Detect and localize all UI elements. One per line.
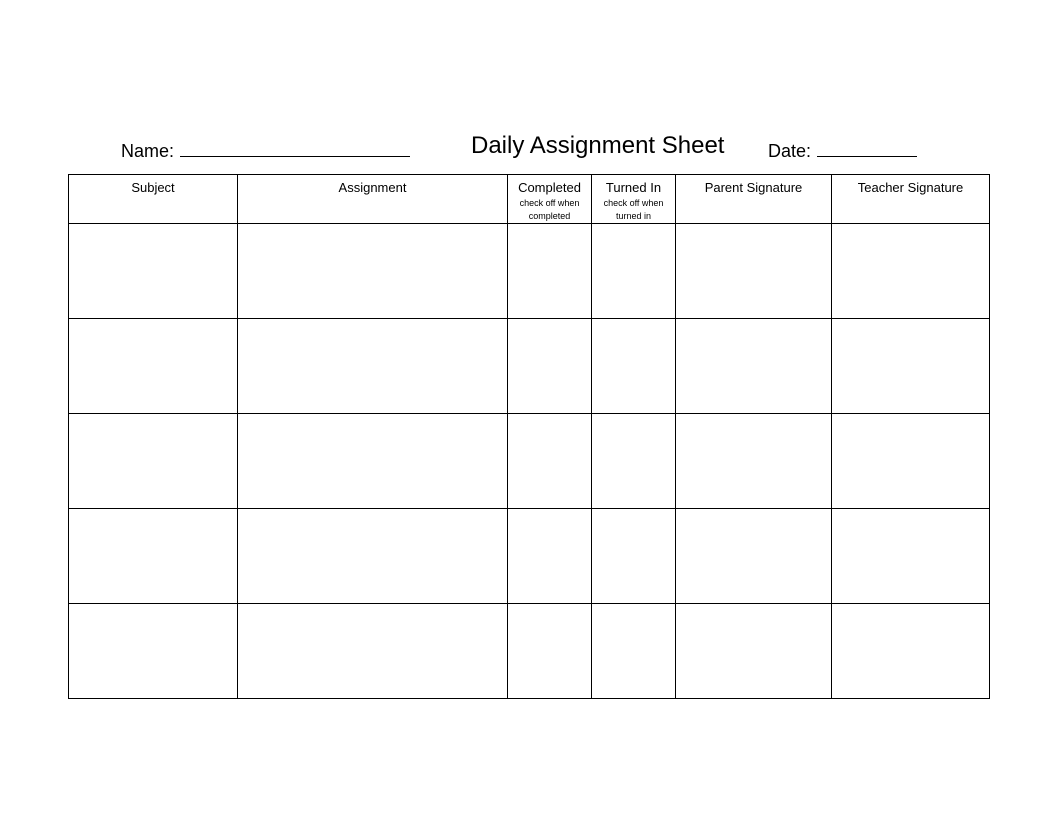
date-field [768,138,917,162]
teacher-signature-cell[interactable] [832,224,990,319]
page-title: Daily Assignment Sheet [471,132,725,159]
teacher-signature-cell[interactable] [832,319,990,414]
assignment-cell[interactable] [238,414,508,509]
assignment-table [68,174,990,699]
turned-in-cell[interactable] [592,224,676,319]
turned-in-cell[interactable] [592,509,676,604]
column-header-parent-signature: Parent Signature [676,175,832,224]
completed-note: check off when completed [519,198,580,221]
parent-signature-cell[interactable] [676,224,832,319]
table-row [69,509,990,604]
assignment-cell[interactable] [238,604,508,699]
turned-in-cell[interactable] [592,319,676,414]
turned-in-cell[interactable] [592,414,676,509]
name-field [121,138,410,162]
turned-in-cell[interactable] [592,604,676,699]
subject-cell[interactable] [69,509,238,604]
parent-signature-cell[interactable] [676,604,832,699]
column-header-turned-in: Turned In check off when turned in [592,175,676,224]
date-blank-line[interactable] [817,138,917,157]
date-label: Date: [768,141,812,161]
assignment-cell[interactable] [238,319,508,414]
table-row [69,319,990,414]
column-header-assignment: Assignment [238,175,508,224]
assignment-cell[interactable] [238,224,508,319]
subject-cell[interactable] [69,604,238,699]
parent-signature-cell[interactable] [676,509,832,604]
parent-signature-cell[interactable] [676,414,832,509]
subject-cell[interactable] [69,319,238,414]
table-row [69,604,990,699]
name-label: Name: [121,141,175,161]
column-header-teacher-signature: Teacher Signature [832,175,990,224]
column-header-completed: Completed check off when completed [508,175,592,224]
table-row [69,414,990,509]
parent-signature-cell[interactable] [676,319,832,414]
teacher-signature-cell[interactable] [832,604,990,699]
name-blank-line[interactable] [180,138,410,157]
completed-cell[interactable] [508,319,592,414]
turned-in-note: check off when turned in [603,198,664,221]
assignment-cell[interactable] [238,509,508,604]
completed-cell[interactable] [508,224,592,319]
subject-cell[interactable] [69,414,238,509]
subject-cell[interactable] [69,224,238,319]
completed-cell[interactable] [508,604,592,699]
column-header-subject: Subject [69,175,238,224]
completed-cell[interactable] [508,414,592,509]
completed-cell[interactable] [508,509,592,604]
table-header-row [69,175,990,224]
teacher-signature-cell[interactable] [832,509,990,604]
table-row [69,224,990,319]
teacher-signature-cell[interactable] [832,414,990,509]
